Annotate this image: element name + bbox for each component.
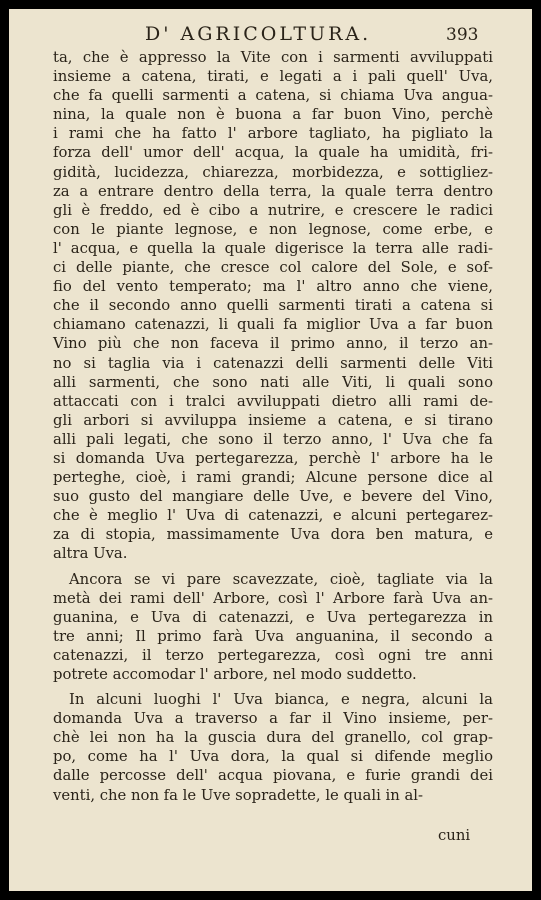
text-line: forza dell' umor dell' acqua, la quale ha umidità, fri- <box>53 144 493 162</box>
running-title: D' AGRICOLTURA. <box>145 23 372 45</box>
text-line: chiamano catenazzi, li quali fa miglior Uva a far buon <box>53 316 493 334</box>
page-number: 393 <box>446 25 479 45</box>
text-line: gli arbori si avviluppa insieme a catena, e si tirano <box>53 411 493 429</box>
text-line: no si taglia via i catenazzi delli sarmenti delle Viti <box>53 354 493 372</box>
text-line: venti, che non fa le Uve sopradette, le quali in al- <box>53 786 424 804</box>
text-line: che il secondo anno quelli sarmenti tirati a catena si <box>53 297 493 315</box>
catchword: cuni <box>438 827 471 844</box>
text-line: si domanda Uva pertegarezza, perchè l' arbore ha le <box>53 449 493 467</box>
text-line: alli pali legati, che sono il terzo anno, l' Uva che fa <box>53 430 493 448</box>
text-line: attaccati con i tralci avviluppati dietro alli rami de- <box>53 392 493 410</box>
paragraph <box>53 48 493 564</box>
text-line: alli sarmenti, che sono nati alle Viti, li quali sono <box>53 373 493 391</box>
text-line: chè lei non ha la gusc​ia dura del granello, col grap- <box>53 729 493 747</box>
paragraph <box>53 690 493 805</box>
text-line: che fa quelli sarmenti a catena, si chiama Uva angua- <box>53 87 493 105</box>
text-line: fio del vento temperato; ma l' altro anno che viene, <box>53 278 493 296</box>
text-line: gidità, lucidezza, chiarezza, morbidezza, e sottigliez- <box>53 163 493 181</box>
text-line: In alcuni luoghi l' Uva bianca, e negra, alcuni la <box>69 691 493 709</box>
text-line: suo gusto del mangiare delle Uve, e bevere del Vino, <box>53 488 493 506</box>
text-line: metà dei rami dell' Arbore, così l' Arbore farà Uva an- <box>53 589 493 607</box>
text-line: tre anni; Il primo farà Uva anguanina, il secondo a <box>53 627 493 645</box>
book-page <box>9 9 532 891</box>
text-line: che è meglio l' Uva di catenazzi, e alcuni pertegarez- <box>53 507 493 525</box>
text-line: catenazzi, il terzo pertegarezza, così ogni tre anni <box>53 646 493 664</box>
text-line: nina, la quale non è buona a far buon Vino, perchè <box>53 106 493 124</box>
text-line: altra Uva. <box>53 545 128 563</box>
text-line: za di stopia, massimamente Uva dora ben matura, e <box>53 526 493 544</box>
text-line: gli è freddo, ed è cibo a nutrire, e crescere le radici <box>53 201 493 219</box>
text-line: ci delle piante, che cresce col calore del Sole, e sof- <box>53 259 493 277</box>
text-line: perteghe, cioè, i rami grandi; Alcune persone dice al <box>53 469 493 487</box>
text-line: guanina, e Uva di catenazzi, e Uva pertegarezza in <box>53 608 493 626</box>
page-header <box>9 23 532 49</box>
text-line: po, come ha l' Uva dora, la qual si difende meglio <box>53 748 493 766</box>
text-line: potrete accomodar l' arbore, nel modo suddetto. <box>53 666 417 683</box>
text-line: domanda Uva a traverso a far il Vino insieme, per- <box>53 710 493 728</box>
text-line: con le piante legnose, e non legnose, come erbe, e <box>53 220 493 238</box>
page-body <box>53 48 493 805</box>
paragraph <box>53 570 493 685</box>
text-line: ta, che è appresso la Vite con i sarmenti avviluppati <box>53 49 493 66</box>
text-line: Vino più che non faceva il primo anno, il terzo an- <box>53 335 493 353</box>
text-line: za a entrare dentro della terra, la quale terra dentro <box>53 182 493 200</box>
text-line: dalle percosse dell' acqua piovana, e furie grandi dei <box>53 767 493 785</box>
text-line: Ancora se vi pare scavezzate, cioè, tagliate via la <box>69 570 493 588</box>
text-line: l' acqua, e quella la quale digerisce la terra alle radi- <box>53 239 493 257</box>
text-line: insieme a catena, tirati, e legati a i pali quell' Uva, <box>53 68 493 86</box>
text-line: i rami che ha fatto l' arbore tagliato, ha pigliato la <box>53 125 493 143</box>
